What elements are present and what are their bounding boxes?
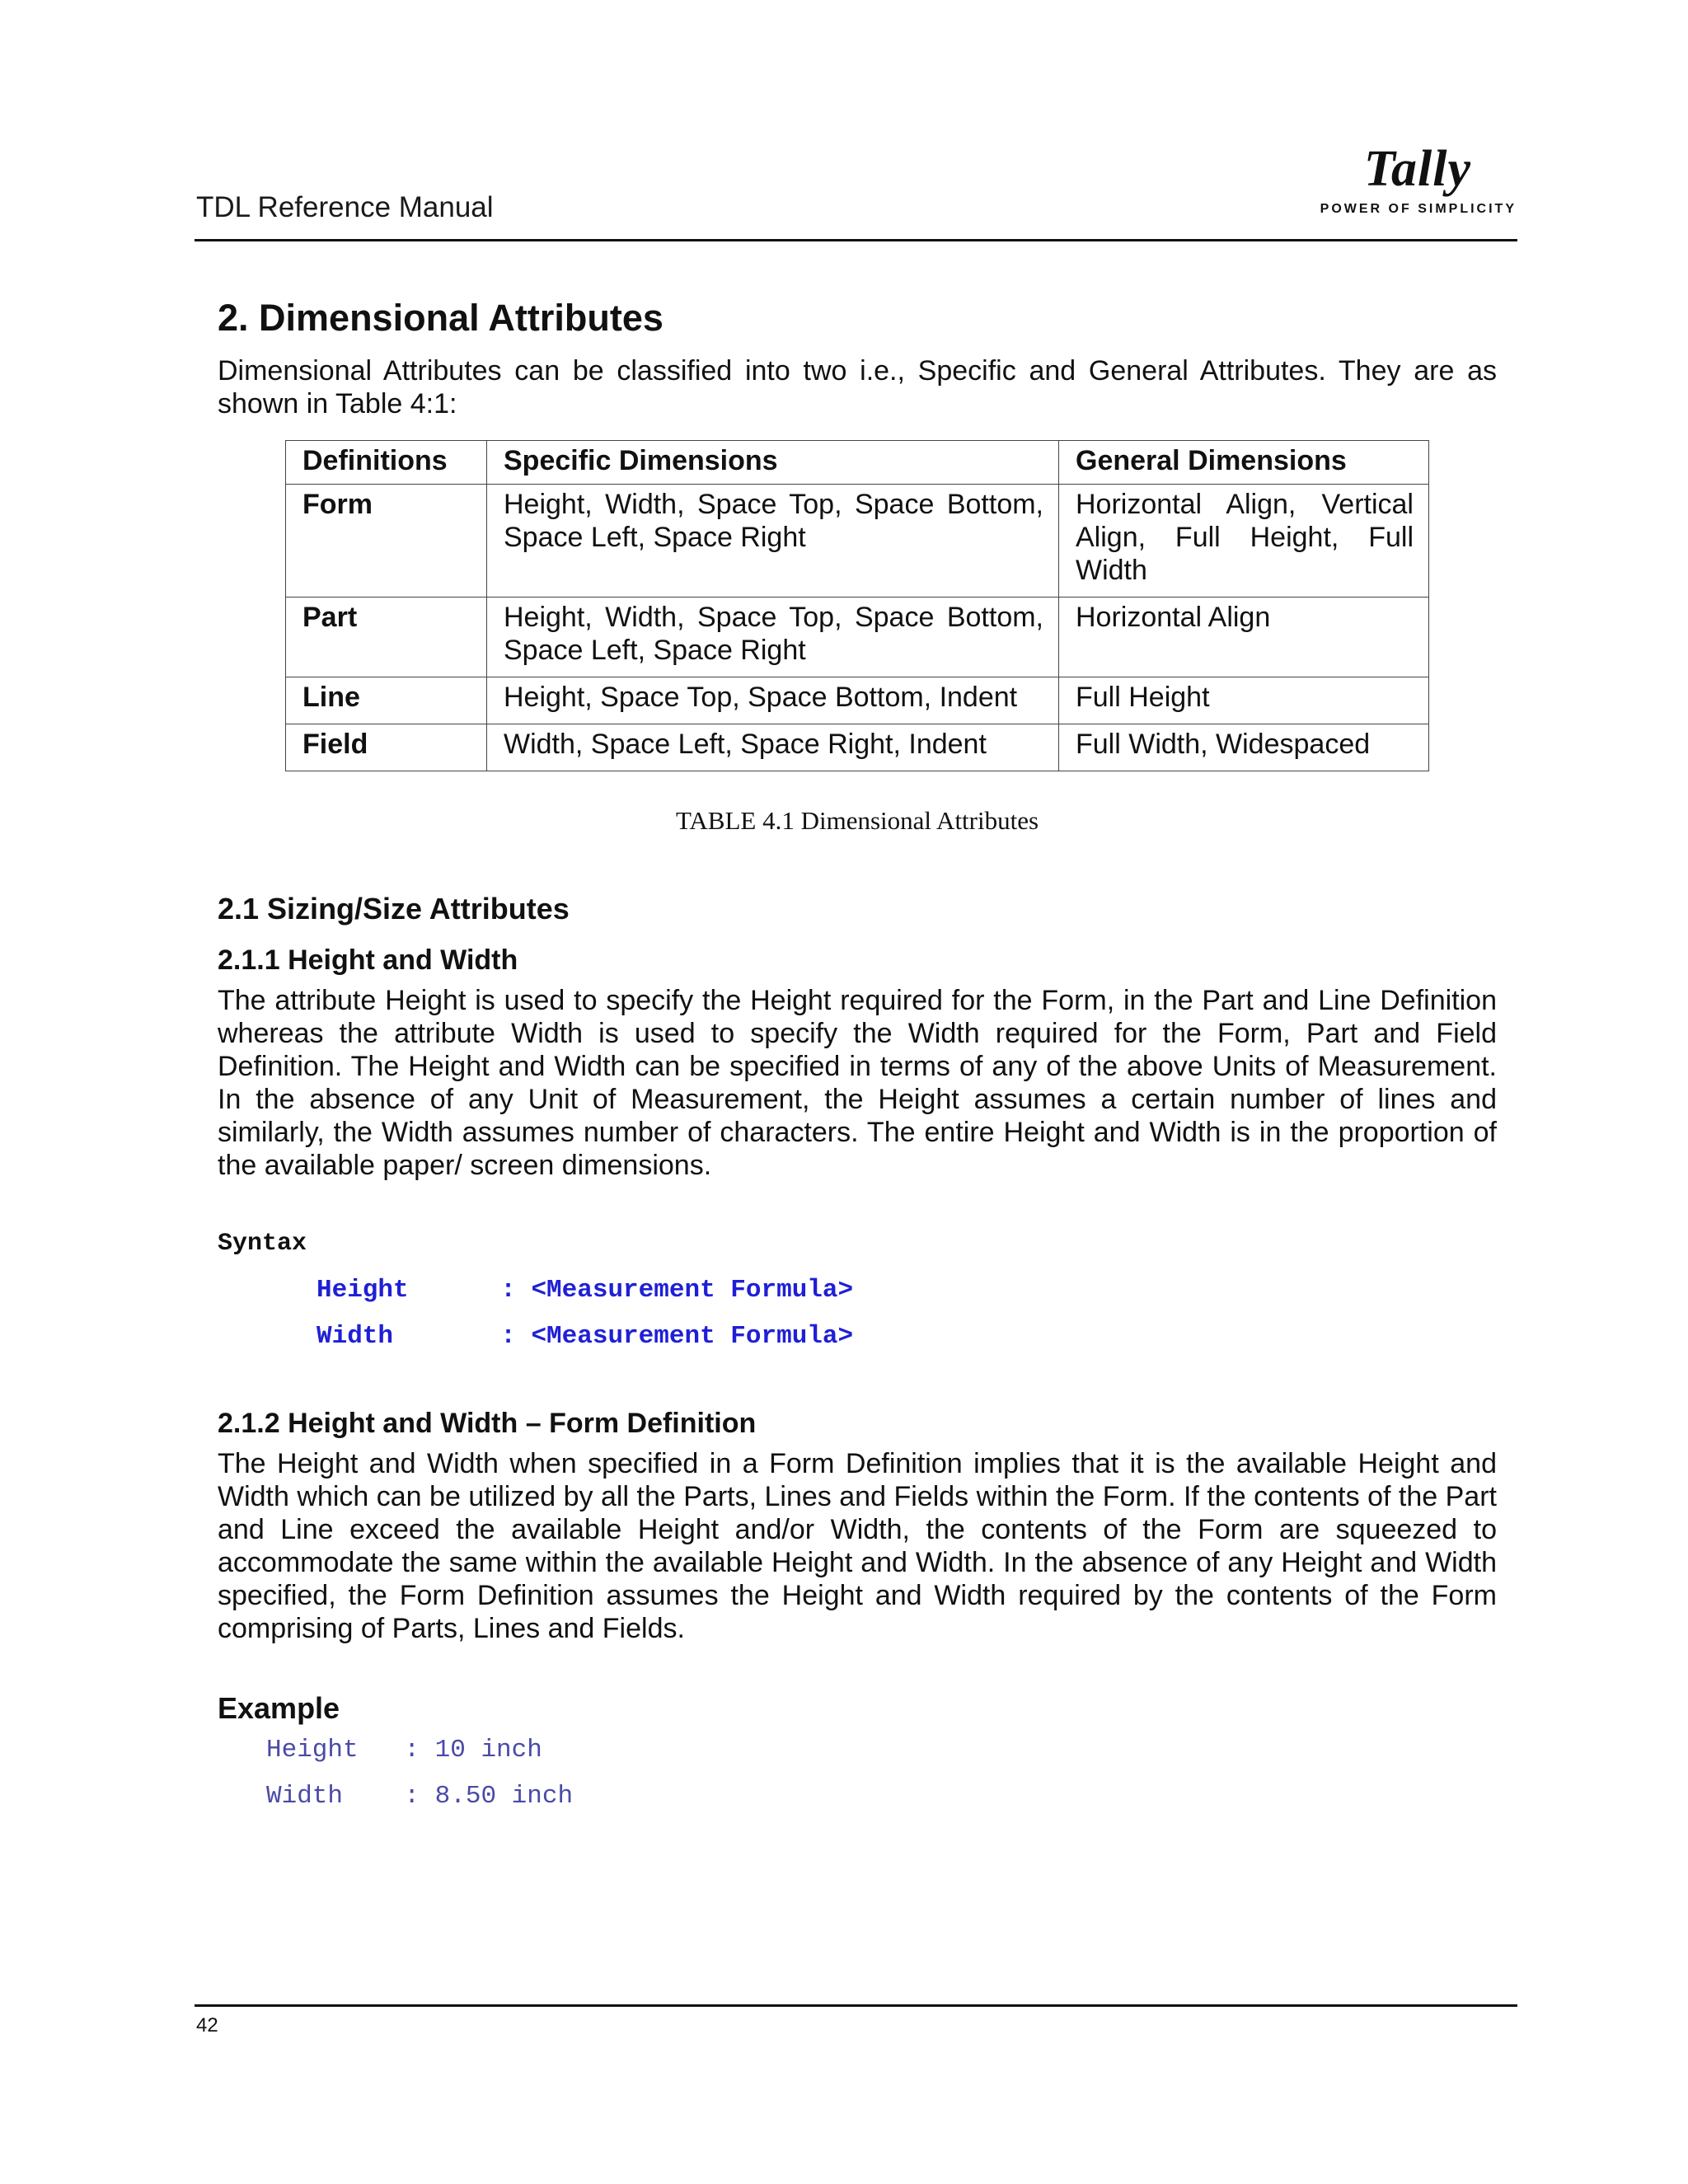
table-cell-general: Horizontal Align, Vertical Align, Full Height, Full Width — [1059, 485, 1429, 598]
table-row — [286, 598, 1429, 677]
section-heading: 2. Dimensional Attributes — [218, 297, 663, 339]
subsection-heading: 2.1 Sizing/Size Attributes — [218, 892, 570, 926]
syntax-line-height: Height : <Measurement Formula> — [316, 1276, 854, 1305]
example-label: Example — [218, 1691, 340, 1725]
dimensional-attributes-table — [285, 440, 1429, 771]
running-header-title: TDL Reference Manual — [196, 191, 494, 223]
table-cell-general: Horizontal Align — [1059, 598, 1429, 677]
table-cell-specific: Width, Space Left, Space Right, Indent — [487, 724, 1059, 771]
page-number: 42 — [196, 2014, 218, 2036]
table-cell-general: Full Height — [1059, 677, 1429, 724]
table-cell-definition: Part — [286, 598, 487, 677]
table-header-cell: General Dimensions — [1059, 441, 1429, 485]
height-width-paragraph: The attribute Height is used to specify the Height required for the Form, in the Part and Line Definition whereas the attribute Width is used to specify the Width required for the Form, Part and Field Definition. The Height and Width can be specified in terms of any of the above Units of Measurement. In the absence of any Unit of Measurement, the Height assumes a certain number of lines and similarly, the Width assumes number of characters. The entire Height and Width is in the proportion of the available paper/ screen dimensions. — [218, 985, 1497, 1181]
table-row — [286, 485, 1429, 598]
logo-tagline: POWER OF SIMPLICITY — [1320, 202, 1517, 216]
syntax-label: Syntax — [218, 1230, 307, 1258]
section-intro: Dimensional Attributes can be classified into two i.e., Specific and General Attributes. They are as shown in Table 4:1: — [218, 355, 1497, 419]
subsubsection-heading: 2.1.2 Height and Width – Form Definition — [218, 1408, 757, 1439]
table-cell-specific: Height, Space Top, Space Bottom, Indent — [487, 677, 1059, 724]
table-cell-specific: Height, Width, Space Top, Space Bottom, Space Left, Space Right — [487, 485, 1059, 598]
table-cell-general: Full Width, Widespaced — [1059, 724, 1429, 771]
logo-wordmark: Tally — [1363, 141, 1471, 197]
table-cell-definition: Field — [286, 724, 487, 771]
table-cell-specific: Height, Width, Space Top, Space Bottom, Space Left, Space Right — [487, 598, 1059, 677]
table-row — [286, 677, 1429, 724]
table-header-cell: Specific Dimensions — [487, 441, 1059, 485]
subsubsection-heading: 2.1.1 Height and Width — [218, 944, 518, 976]
example-line-height: Height : 10 inch — [266, 1736, 542, 1765]
table-cell-definition: Form — [286, 485, 487, 598]
form-definition-paragraph: The Height and Width when specified in a Form Definition implies that it is the available Height and Width which can be utilized by all the Parts, Lines and Fields within the Form. If the contents of the Part and Line exceed the available Height and/or Width, the contents of the Form are squeezed to accommodate the same within the available Height and Width. In the absence of any Height and Width specified, the Form Definition assumes the Height and Width required by the contents of the Form comprising of Parts, Lines and Fields. — [218, 1448, 1497, 1644]
example-line-width: Width : 8.50 inch — [266, 1782, 574, 1811]
table-cell-definition: Line — [286, 677, 487, 724]
syntax-line-width: Width : <Measurement Formula> — [316, 1322, 854, 1351]
table-row — [286, 724, 1429, 771]
table-caption: TABLE 4.1 Dimensional Attributes — [675, 806, 1039, 835]
header-rule — [195, 239, 1517, 241]
footer-rule — [195, 2004, 1517, 2007]
table-header-cell: Definitions — [286, 441, 487, 485]
tally-logo — [1320, 140, 1517, 223]
table-header-row — [286, 441, 1429, 485]
